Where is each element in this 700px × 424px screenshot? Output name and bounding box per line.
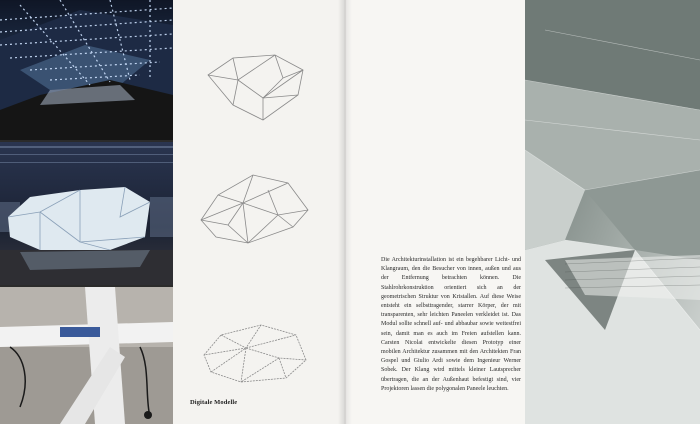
left-page xyxy=(173,0,345,424)
interior-light-installation-photo xyxy=(0,0,173,140)
crystal-pavilion-night-photo xyxy=(0,142,173,285)
folded-white-panels-interior-photo xyxy=(525,0,700,424)
figure-caption: Digitale Modelle xyxy=(190,399,238,406)
wireframe-crystal-model-2 xyxy=(198,165,313,245)
wireframe-crystal-model-3 xyxy=(201,320,311,385)
steel-tube-joint-photo xyxy=(0,287,173,424)
body-paragraph: Die Architekturinstallation ist ein begehbarer Licht- und Klangraum, den die Besucher von innen, außen und aus der Entfernung betrachten können. Die Stahlrohrkonstruktion orientiert sich an der geometrischen Struktur von Kristallen. Auf diese Weise entsteht ein selbsttragender, starrer Körper, der mit transparenten, sehr leichten Paneelen verkleidet ist. Das Modul sollte schnell auf- und abbaubar sowie weitestfrei sein, damit man es auch im Freien aufstellen kann. Carsten Nicolai entwickelte diesen Prototyp einer mobilen Architektur zusammen mit den Architekten Fran Gospel und Giulio Ardi sowie dem Ingenieur Werner Sobek. Der Klang wird mittels kleiner Lautsprecher übertragen, die an der Außenhaut befestigt sind, vier Projektoren lassen die polygonalen Paneele leuchten. xyxy=(381,257,521,392)
wireframe-crystal-model-1 xyxy=(203,50,313,125)
book-gutter-shadow xyxy=(338,0,352,424)
